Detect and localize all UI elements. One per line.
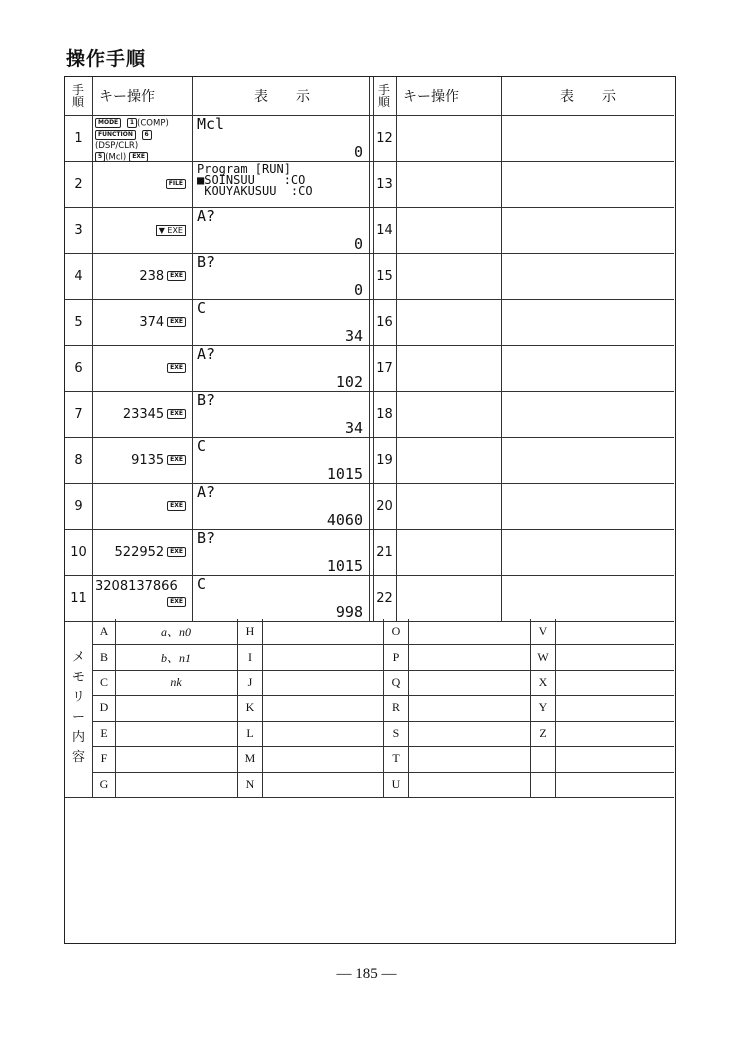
step-number: 9 bbox=[74, 498, 83, 514]
memory-row bbox=[93, 670, 674, 696]
memory-value: a、n0 bbox=[160, 625, 191, 640]
exe-key: EXE bbox=[167, 547, 186, 557]
step-number: 6 bbox=[74, 360, 83, 376]
step-row bbox=[65, 391, 674, 438]
memory-letter: X bbox=[538, 675, 548, 690]
exe-key: EXE bbox=[167, 455, 186, 465]
step-number-right: 15 bbox=[376, 268, 393, 284]
memory-letter: I bbox=[248, 649, 252, 664]
page-number: — 185 — bbox=[336, 966, 397, 982]
memory-letter: O bbox=[391, 624, 401, 639]
step-row bbox=[65, 529, 674, 576]
memory-letter: C bbox=[99, 675, 108, 690]
memory-letter: V bbox=[538, 624, 548, 639]
memory-letter: P bbox=[392, 649, 400, 664]
step-display: Mcl 0 bbox=[197, 115, 363, 161]
step-row bbox=[65, 207, 674, 254]
step-keys: FILE bbox=[93, 161, 192, 207]
step-number-right: 16 bbox=[376, 314, 393, 330]
header-step-right: 手順 bbox=[378, 83, 391, 109]
memory-value bbox=[116, 772, 236, 797]
step-keys bbox=[93, 483, 192, 529]
step-display: A? 102 bbox=[197, 345, 363, 391]
step-number-right: 19 bbox=[376, 452, 393, 468]
step-number: 3 bbox=[74, 222, 83, 238]
memory-letter: Q bbox=[391, 675, 401, 690]
memory-section bbox=[65, 619, 674, 798]
memory-letter: Y bbox=[538, 700, 548, 715]
step-number-right: 13 bbox=[376, 176, 393, 192]
exe-key: EXE bbox=[167, 409, 186, 419]
step-number-right: 12 bbox=[376, 130, 393, 146]
step-display: C 1015 bbox=[197, 437, 363, 483]
step-number: 2 bbox=[74, 176, 83, 192]
step-display: B? 34 bbox=[197, 391, 363, 437]
step-display: A? 4060 bbox=[197, 483, 363, 529]
step-row bbox=[65, 575, 674, 622]
memory-letter: B bbox=[99, 649, 108, 664]
step-number: 5 bbox=[74, 314, 83, 330]
step-keys: 9135 EXE bbox=[93, 437, 192, 483]
memory-letter: D bbox=[99, 700, 109, 715]
memory-value bbox=[116, 695, 236, 720]
step-number-right: 20 bbox=[376, 498, 393, 514]
step-number: 11 bbox=[70, 590, 87, 606]
header-display-right: 表 示 bbox=[560, 89, 616, 105]
header-keys-right: キー操作 bbox=[403, 89, 459, 105]
step-number: 8 bbox=[74, 452, 83, 468]
memory-letter: E bbox=[100, 725, 108, 740]
header-step-left: 手順 bbox=[72, 83, 85, 109]
step-row bbox=[65, 345, 674, 392]
memory-row bbox=[93, 695, 674, 721]
step-number-right: 18 bbox=[376, 406, 393, 422]
memory-letter: S bbox=[392, 725, 400, 740]
memory-row bbox=[93, 644, 674, 670]
exe-key: EXE bbox=[167, 271, 186, 281]
step-number-right: 22 bbox=[376, 590, 393, 606]
memory-letter: H bbox=[245, 624, 255, 639]
step-display: C 34 bbox=[197, 299, 363, 345]
step-number-right: 17 bbox=[376, 360, 393, 376]
memory-letter: G bbox=[99, 776, 109, 791]
step-keys: 23345 EXE bbox=[93, 391, 192, 437]
memory-row bbox=[93, 619, 674, 645]
header-keys-left: キー操作 bbox=[99, 89, 155, 105]
step-row bbox=[65, 115, 674, 162]
memory-label: メモリー内容 bbox=[71, 650, 85, 765]
memory-value bbox=[116, 746, 236, 771]
step-number: 4 bbox=[74, 268, 83, 284]
step-keys: 522952 EXE bbox=[93, 529, 192, 575]
step-keys: 374 EXE bbox=[93, 299, 192, 345]
memory-letter bbox=[531, 772, 555, 797]
header-display-left: 表 示 bbox=[254, 89, 310, 105]
memory-letter: Z bbox=[539, 725, 547, 740]
memory-row bbox=[93, 721, 674, 747]
page-title: 操作手順 bbox=[66, 48, 147, 70]
step-keys bbox=[93, 345, 192, 391]
table-header bbox=[65, 77, 674, 116]
memory-letter: F bbox=[100, 751, 108, 766]
step-display: B? 0 bbox=[197, 253, 363, 299]
step-display: A? 0 bbox=[197, 207, 363, 253]
step-row bbox=[65, 161, 674, 208]
step-number-right: 14 bbox=[376, 222, 393, 238]
memory-letter: R bbox=[391, 700, 400, 715]
step-row bbox=[65, 437, 674, 484]
step-number: 7 bbox=[74, 406, 83, 422]
memory-letter: N bbox=[245, 776, 255, 791]
memory-letter: M bbox=[244, 751, 256, 766]
step-display: C 998 bbox=[197, 575, 363, 621]
memory-letter: J bbox=[247, 675, 253, 690]
step-keys: MODE 1 (COMP) FUNCTION 6(DSP/CLR) 5 (Mcl) EXE bbox=[95, 118, 169, 163]
step-keys: 3208137866 EXE bbox=[93, 575, 192, 621]
memory-letter bbox=[531, 746, 555, 771]
exe-key: EXE bbox=[167, 317, 186, 327]
step-number: 1 bbox=[74, 130, 83, 146]
memory-letter: L bbox=[246, 725, 254, 740]
step-display: B? 1015 bbox=[197, 529, 363, 575]
memory-value: b、n1 bbox=[160, 650, 191, 665]
memory-row bbox=[93, 746, 674, 772]
step-row bbox=[65, 253, 674, 300]
step-row bbox=[65, 299, 674, 346]
operation-table bbox=[64, 76, 676, 944]
step-number-right: 21 bbox=[376, 544, 393, 560]
memory-row bbox=[93, 772, 674, 797]
memory-letter: A bbox=[99, 624, 109, 639]
memory-value: nk bbox=[170, 675, 182, 690]
step-row bbox=[65, 483, 674, 530]
step-keys: ▼ EXE bbox=[93, 207, 192, 253]
step-keys: 238 EXE bbox=[93, 253, 192, 299]
memory-letter: W bbox=[537, 649, 549, 664]
memory-letter: K bbox=[245, 700, 255, 715]
step-number: 10 bbox=[70, 544, 87, 560]
exe-key: EXE bbox=[167, 501, 186, 511]
exe-key: EXE bbox=[167, 363, 186, 373]
memory-value bbox=[116, 721, 236, 746]
step-display: Program [RUN] ■SOINSUU :CO KOUYAKUSUU :CO bbox=[197, 162, 313, 198]
memory-letter: U bbox=[391, 776, 401, 791]
memory-letter: T bbox=[392, 751, 400, 766]
